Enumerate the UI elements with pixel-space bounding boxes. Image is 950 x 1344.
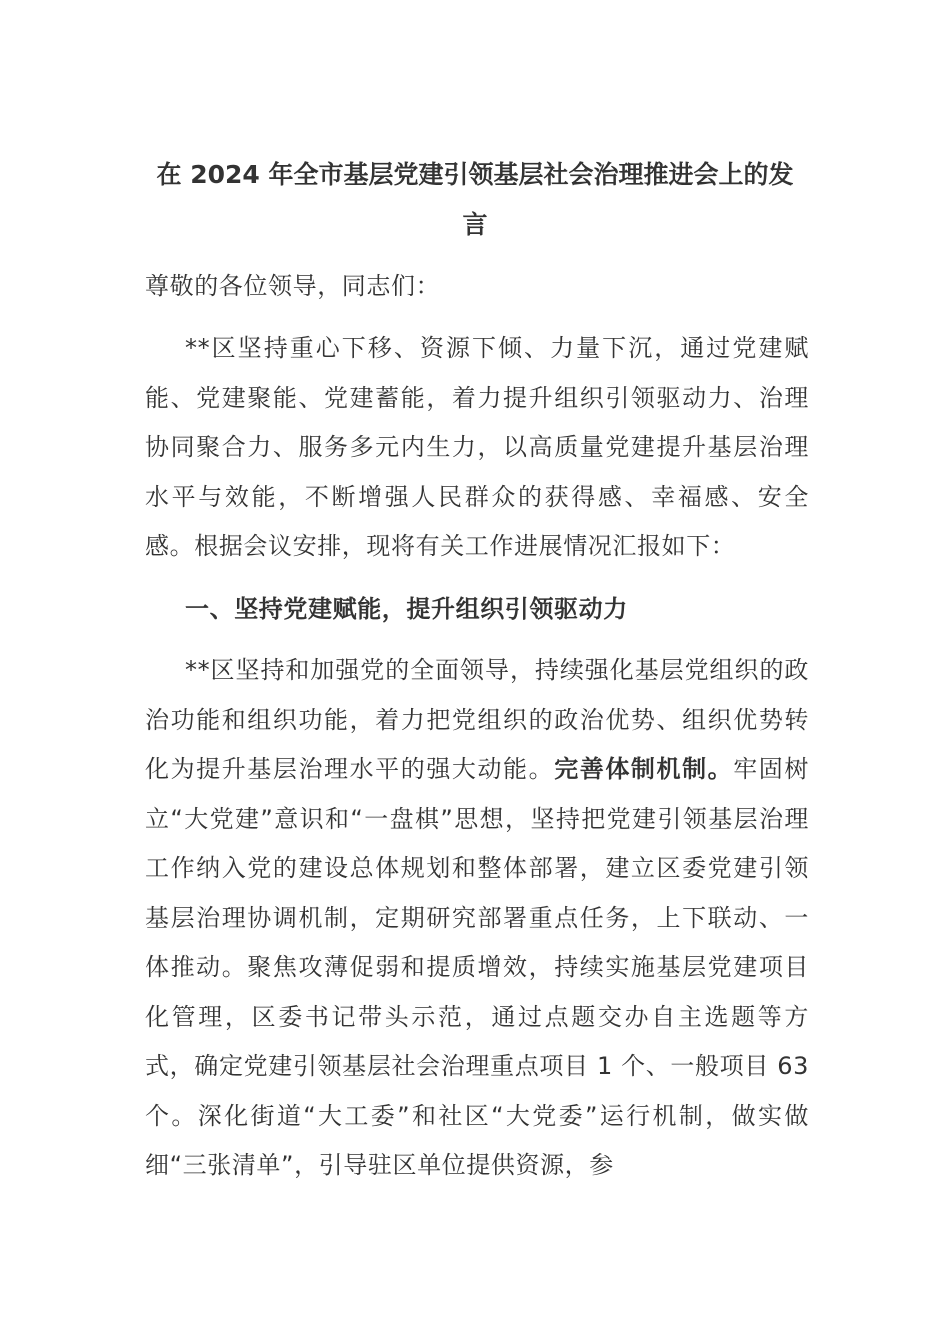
salutation: 尊敬的各位领导，同志们：	[145, 272, 441, 300]
section-heading-1: 一、坚持党建赋能，提升组织引领驱动力	[185, 595, 628, 623]
paragraph-intro-text: **区坚持和加强党的全面领导，持续强化基层党组织的政治功能和组织功能，着力把党组织的政治优势、组织优势转化为提升基层治理水平的强大动能。	[145, 656, 809, 783]
section-1-paragraph	[145, 646, 809, 1191]
bold-subheading: 完善体制机制。	[554, 755, 734, 783]
intro-paragraph: **区坚持重心下移、资源下倾、力量下沉，通过党建赋能、党建聚能、党建蓄能，着力提升组织引领驱动力、治理协同聚合力、服务多元内生力，以高质量党建提升基层治理水平与效能，不断增强人民群众的获得感、幸福感、安全感。根据会议安排，现将有关工作进展情况汇报如下：	[145, 334, 809, 560]
document-title: 在 2024 年全市基层党建引领基层社会治理推进会上的发言	[156, 160, 794, 239]
paragraph-body-text: 牢固树立“大党建”意识和“一盘棋”思想，坚持把党建引领基层治理工作纳入党的建设总体规划和整体部署，建立区委党建引领基层治理协调机制，定期研究部署重点任务，上下联动、一体推动。聚焦攻薄促弱和提质增效，持续实施基层党建项目化管理，区委书记带头示范，通过点题交办自主选题等方式，确定党建引领基层社会治理重点项目 1 个、一般项目 63 个。深化街道“大工委”和社区“大党委”运行机制，做实做细“三张清单”，引导驻区单位提供资源，参	[145, 755, 809, 1179]
